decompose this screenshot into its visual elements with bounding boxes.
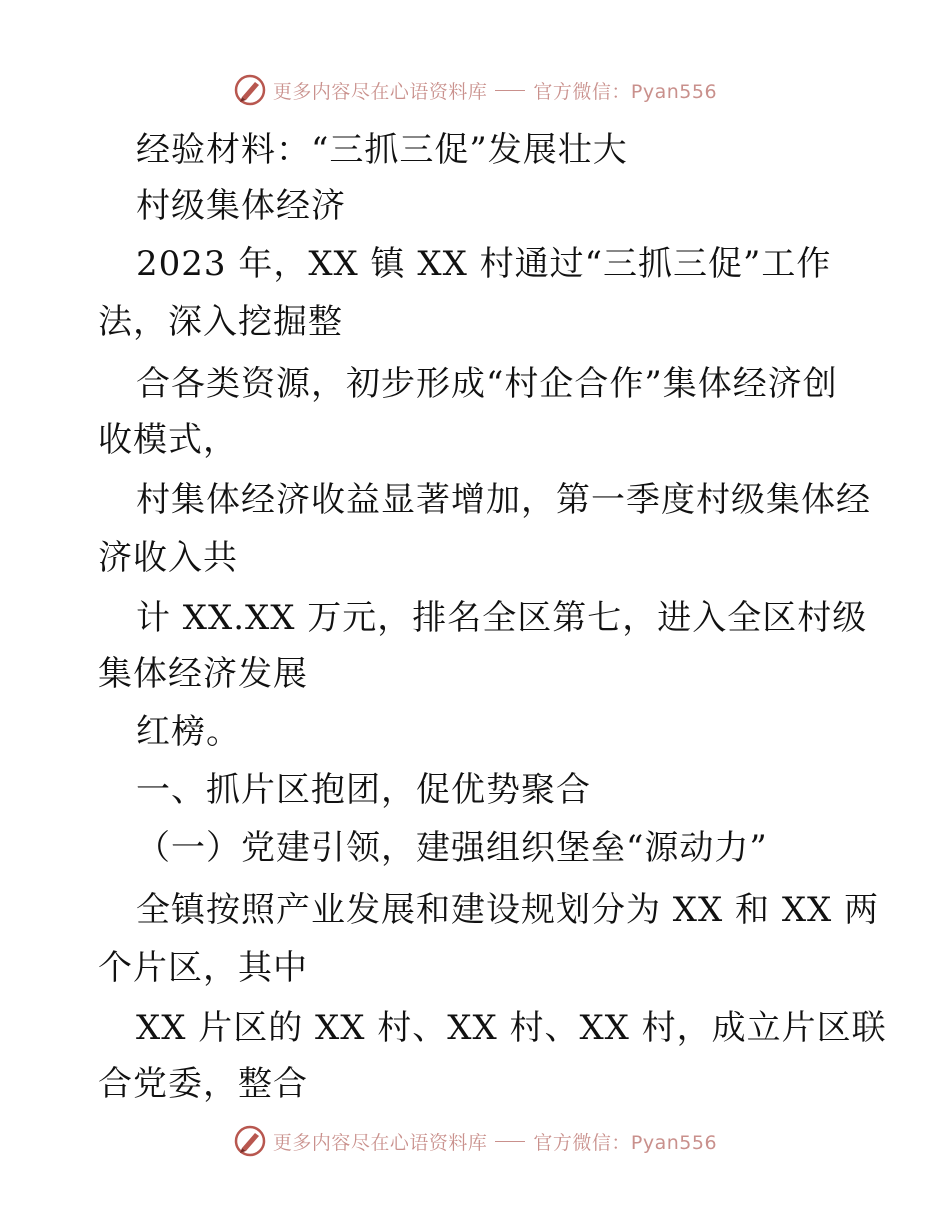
doc-line: 村集体经济收益显著增加，第一季度村级集体经	[136, 480, 871, 520]
doc-line: 济收入共	[98, 538, 238, 578]
doc-line: 村级集体经济	[136, 186, 346, 226]
doc-line: 经验材料：“三抓三促”发展壮大	[136, 130, 628, 170]
watermark-dash	[495, 90, 525, 91]
pen-circle-logo-icon	[233, 1124, 267, 1158]
doc-line: 红榜。	[136, 712, 241, 752]
doc-line: 合党委，整合	[98, 1064, 308, 1104]
doc-line: 收模式，	[98, 420, 238, 460]
footer-watermark	[0, 1123, 950, 1159]
doc-line: 个片区，其中	[98, 948, 308, 988]
doc-line: 合各类资源，初步形成“村企合作”集体经济创	[136, 364, 838, 404]
section-heading: 一、抓片区抱团，促优势聚合	[136, 770, 591, 810]
header-watermark	[0, 72, 950, 108]
doc-line: 2023 年，XX 镇 XX 村通过“三抓三促”工作	[136, 244, 832, 284]
doc-line: 法，深入挖掘整	[98, 302, 343, 342]
doc-line: 全镇按照产业发展和建设规划分为 XX 和 XX 两	[136, 890, 880, 930]
doc-line: XX 片区的 XX 村、XX 村、XX 村，成立片区联	[136, 1008, 887, 1048]
pen-circle-logo-icon	[233, 73, 267, 107]
watermark-dash	[495, 1141, 525, 1142]
watermark-prefix: 更多内容尽在心语资料库	[272, 80, 488, 103]
doc-line: 计 XX.XX 万元，排名全区第七，进入全区村级	[136, 598, 868, 638]
watermark-suffix: 官方微信：Pyan556	[533, 80, 718, 103]
watermark-prefix: 更多内容尽在心语资料库	[272, 1131, 488, 1154]
doc-line: 集体经济发展	[98, 654, 308, 694]
subsection-heading: （一）党建引领，建强组织堡垒“源动力”	[136, 828, 768, 868]
watermark-suffix: 官方微信：Pyan556	[533, 1131, 718, 1154]
